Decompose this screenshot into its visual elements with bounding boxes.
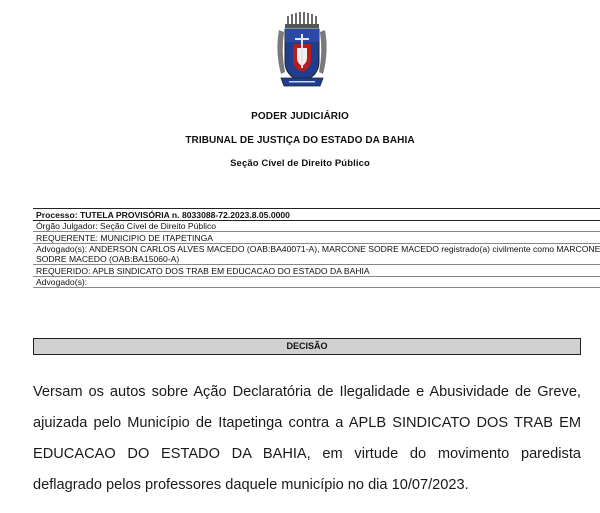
court-branch-heading: PODER JUDICIÁRIO xyxy=(251,111,349,122)
defendant-row: REQUERIDO: APLB SINDICATO DOS TRAB EM EDUCACAO DO ESTADO DA BAHIA xyxy=(33,265,600,277)
bahia-coat-of-arms-icon xyxy=(275,12,329,94)
judging-body-row: Órgão Julgador: Seção Cível de Direito Público xyxy=(33,221,600,233)
section-title-bar: DECISÃO xyxy=(33,338,581,355)
case-number-row: Processo: TUTELA PROVISÓRIA n. 8033088-72.2023.8.05.0000 xyxy=(33,209,600,221)
case-info-table xyxy=(33,208,600,288)
defendant-lawyers-row: Advogado(s): xyxy=(33,277,600,289)
decision-body-paragraph: Versam os autos sobre Ação Declaratória de Ilegalidade e Abusividade de Greve, ajuizada pelo Município de Itapetinga contra a APLB SINDICATO DOS TRAB EM EDUCACAO DO ESTADO DA BAHIA, em virtude do movimento paredista deflagrado pelos professores daquele município no dia 10/07/2023. xyxy=(33,384,581,493)
plaintiff-row: REQUERENTE: MUNICIPIO DE ITAPETINGA xyxy=(33,232,600,244)
court-name-heading: TRIBUNAL DE JUSTIÇA DO ESTADO DA BAHIA xyxy=(185,135,415,146)
court-section-heading: Seção Cível de Direito Público xyxy=(230,158,370,169)
plaintiff-lawyers-row: Advogado(s): ANDERSON CARLOS ALVES MACEDO (OAB:BA40071-A), MARCONE SODRE MACEDO registrado(a) civilmente como MARCONE SODRE MACEDO (OAB:BA15060-A) xyxy=(33,244,600,266)
